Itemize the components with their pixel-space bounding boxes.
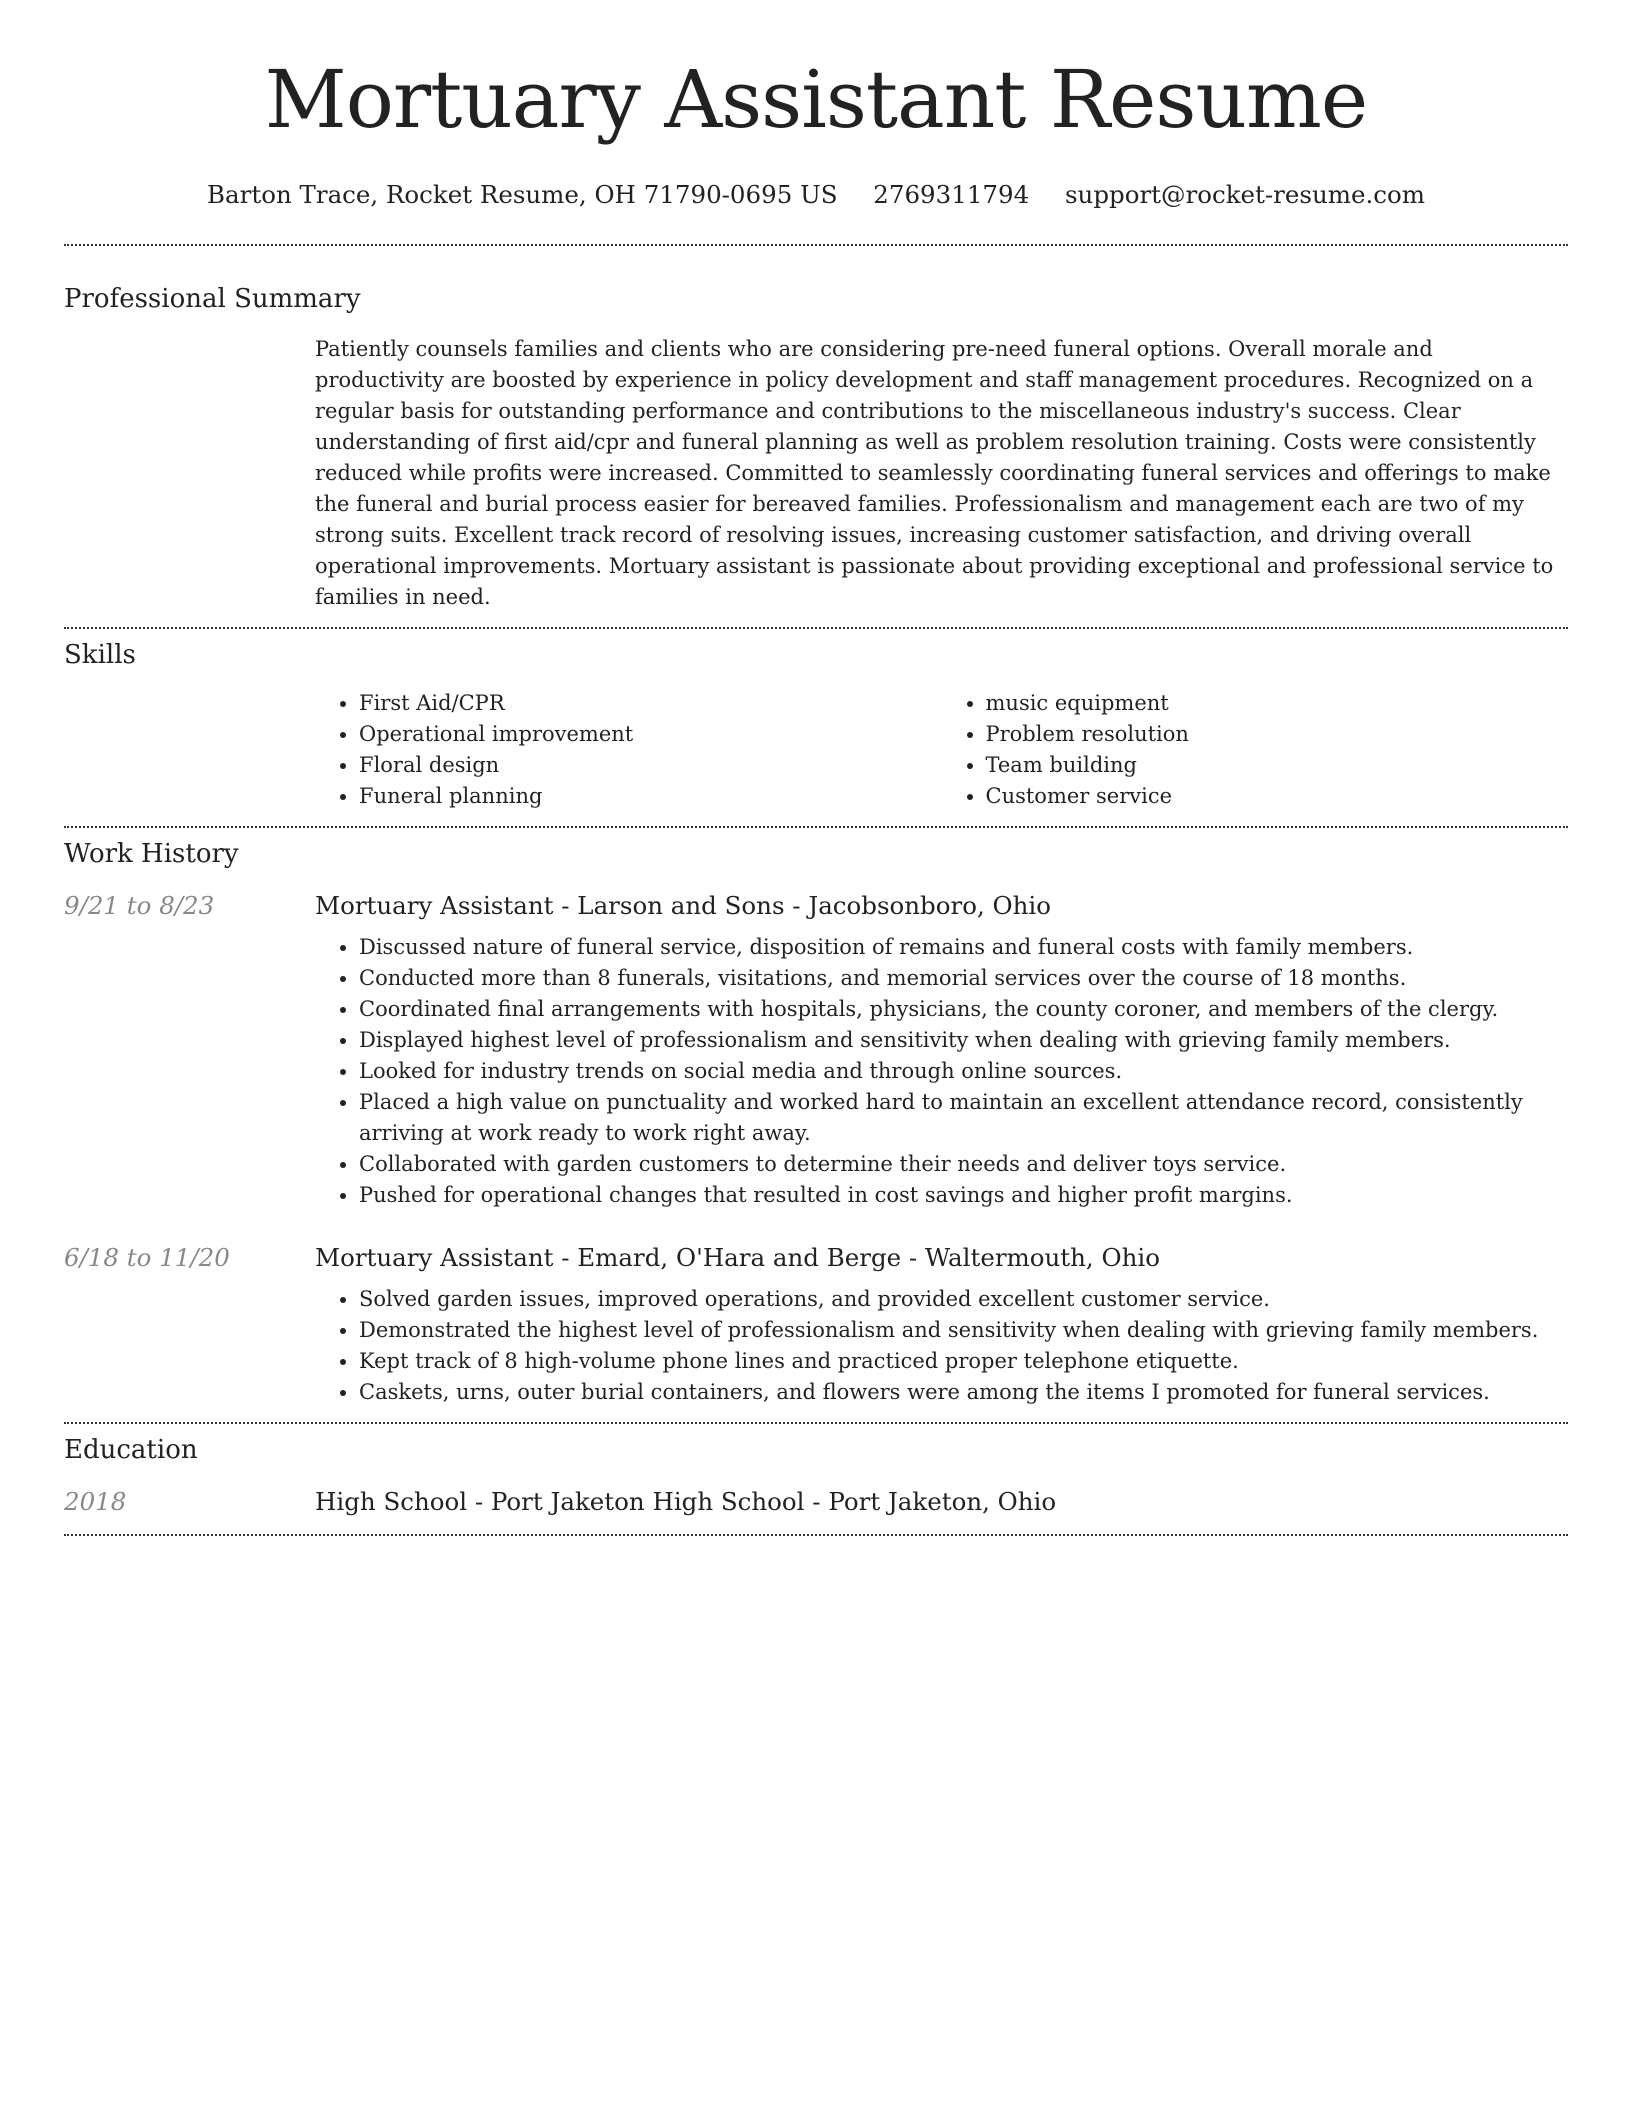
job-bullet: • Conducted more than 8 funerals, visitations, and memorial services over the course of 18 months. (359, 963, 1568, 994)
contact-email: support@rocket-resume.com (1064, 180, 1425, 209)
work-history-section (64, 839, 1568, 1408)
job-bullet: • Displayed highest level of professionalism and sensitivity when dealing with grieving family members. (359, 1025, 1568, 1056)
section-heading-summary: Professional Summary (64, 284, 361, 314)
job-title: Mortuary Assistant - Emard, O'Hara and Berge - Waltermouth, Ohio (315, 1243, 1160, 1272)
job-bullet: • Coordinated final arrangements with hospitals, physicians, the county coroner, and members of the clergy. (359, 994, 1568, 1025)
job-bullet: • Caskets, urns, outer burial containers, and flowers were among the items I promoted for funeral services. (359, 1377, 1568, 1408)
skill-item: • Operational improvement (359, 719, 942, 750)
job-entry (64, 1243, 1568, 1408)
divider (64, 627, 1568, 629)
divider (64, 1534, 1568, 1536)
skill-item: • Team building (986, 750, 1569, 781)
contact-address: Barton Trace, Rocket Resume, OH 71790-0695 US (207, 180, 838, 209)
section-heading-skills: Skills (64, 640, 136, 670)
section-heading-work: Work History (64, 839, 239, 869)
skill-item: • Problem resolution (986, 719, 1569, 750)
skills-section (64, 640, 1568, 812)
skill-item: • First Aid/CPR (359, 688, 942, 719)
divider (64, 244, 1568, 246)
skill-item: • music equipment (986, 688, 1569, 719)
job-bullet: • Placed a high value on punctuality and worked hard to maintain an excellent attendance record, consistently arriving at work ready to work right away. (359, 1087, 1568, 1149)
skills-list-left (315, 688, 942, 812)
job-bullet: • Collaborated with garden customers to determine their needs and deliver toys service. (359, 1149, 1568, 1180)
job-dates: 9/21 to 8/23 (64, 891, 215, 920)
skill-item: • Floral design (359, 750, 942, 781)
summary-section (64, 284, 1568, 613)
job-bullet: • Looked for industry trends on social media and through online sources. (359, 1056, 1568, 1087)
summary-text: Patiently counsels families and clients who are considering pre-need funeral options. Overall morale and productivity are boosted by experience in policy development and staff management procedures. Recognized on a regular basis for outstanding performance and contributions to the miscellaneous industry's success. Clear understanding of first aid/cpr and funeral planning as well as problem resolution training. Costs were consistently reduced while profits were increased. Committed to seamlessly coordinating funeral services and offerings to make the funeral and burial process easier for bereaved families. Professionalism and management each are two of my strong suits. Excellent track record of resolving issues, increasing customer satisfaction, and driving overall operational improvements. Mortuary assistant is passionate about providing exceptional and professional service to families in need. (315, 337, 1554, 609)
job-bullets (315, 1284, 1568, 1408)
divider (64, 1422, 1568, 1424)
job-dates: 6/18 to 11/20 (64, 1243, 230, 1272)
job-bullets (315, 932, 1568, 1211)
job-entry (64, 891, 1568, 1211)
job-bullet: • Solved garden issues, improved operations, and provided excellent customer service. (359, 1284, 1568, 1315)
job-bullet: • Kept track of 8 high-volume phone lines and practiced proper telephone etiquette. (359, 1346, 1568, 1377)
education-section (64, 1435, 1568, 1516)
education-title: High School - Port Jaketon High School - Port Jaketon, Ohio (315, 1487, 1057, 1516)
job-bullet: • Pushed for operational changes that resulted in cost savings and higher profit margins. (359, 1180, 1568, 1211)
resume-title: Mortuary Assistant Resume (264, 53, 1368, 146)
contact-line (64, 180, 1568, 209)
skill-item: • Funeral planning (359, 781, 942, 812)
skill-item: • Customer service (986, 781, 1569, 812)
job-bullet: • Demonstrated the highest level of professionalism and sensitivity when dealing with grieving family members. (359, 1315, 1568, 1346)
divider (64, 826, 1568, 828)
section-heading-education: Education (64, 1435, 198, 1465)
job-bullet: • Discussed nature of funeral service, disposition of remains and funeral costs with family members. (359, 932, 1568, 963)
skills-list-right (942, 688, 1569, 812)
job-title: Mortuary Assistant - Larson and Sons - Jacobsonboro, Ohio (315, 891, 1051, 920)
contact-phone: 2769311794 (873, 180, 1030, 209)
education-dates: 2018 (64, 1487, 127, 1516)
